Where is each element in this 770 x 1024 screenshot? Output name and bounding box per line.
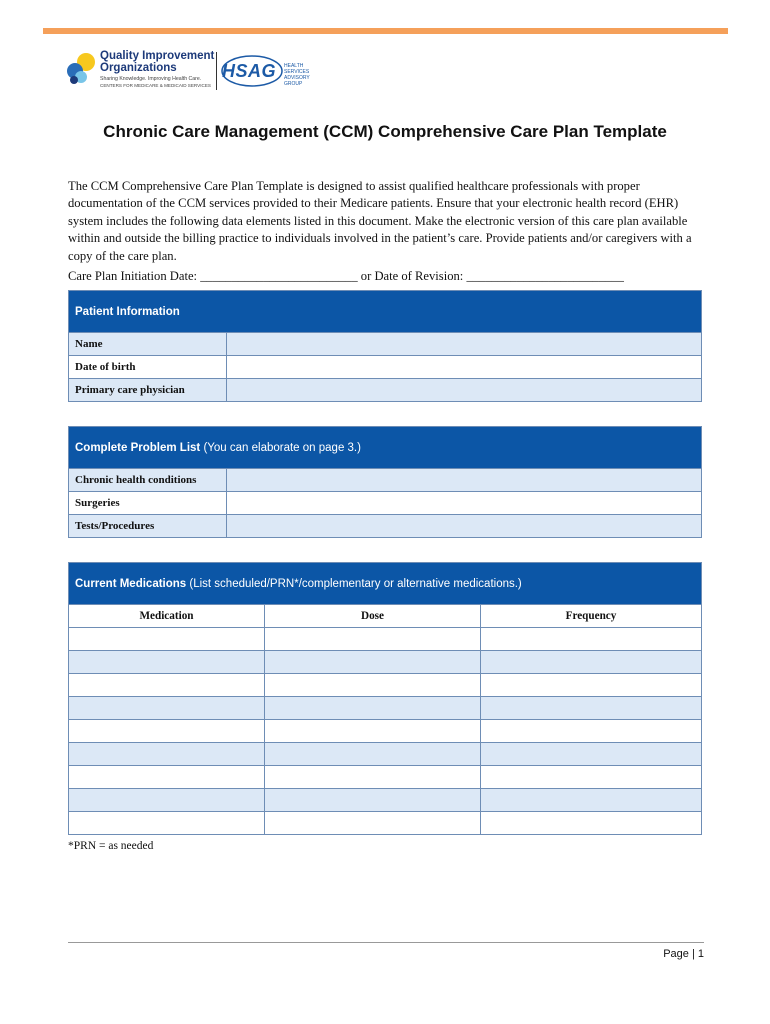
column-header-frequency: Frequency [481,605,702,628]
footer-divider [68,942,704,943]
medication-cell[interactable] [69,697,265,720]
date-line [68,268,704,285]
patient-info-heading: Patient Information [69,291,702,333]
date-of-birth-field[interactable] [227,356,702,379]
table-row [69,492,702,515]
initiation-date-field[interactable]: _________________________ [200,269,358,283]
medication-cell[interactable] [69,812,265,835]
medication-cell[interactable] [69,628,265,651]
column-header-medication: Medication [69,605,265,628]
table-row [69,743,702,766]
dose-cell[interactable] [265,628,481,651]
medications-table [68,562,702,835]
frequency-cell[interactable] [481,789,702,812]
dose-cell[interactable] [265,789,481,812]
medications-body [69,628,702,835]
qio-cms: CENTERS FOR MEDICARE & MEDICAID SERVICES [100,83,211,88]
chronic-conditions-field[interactable] [227,469,702,492]
primary-care-physician-field[interactable] [227,379,702,402]
dose-cell[interactable] [265,651,481,674]
hsag-tagline: HEALTH SERVICES ADVISORY GROUP [284,63,310,87]
prn-footnote: *PRN = as needed [68,840,154,852]
frequency-cell[interactable] [481,743,702,766]
qio-tagline: Sharing Knowledge. Improving Health Care. [100,76,202,82]
column-header-dose: Dose [265,605,481,628]
dose-cell[interactable] [265,720,481,743]
problem-list-heading: Complete Problem List (You can elaborate on page 3.) [69,427,702,469]
qio-title: Quality Improvement Organizations [100,50,215,74]
table-row [69,379,702,402]
dose-cell[interactable] [265,743,481,766]
medication-cell[interactable] [69,720,265,743]
name-field[interactable] [227,333,702,356]
row-label: Tests/Procedures [69,515,227,538]
table-row [69,720,702,743]
frequency-cell[interactable] [481,674,702,697]
intro-paragraph: The CCM Comprehensive Care Plan Template is designed to assist qualified healthcare professionals with proper documentation of the CCM services provided to their Medicare patients. Ensure that your electronic health record (EHR) system includes the following data elements listed in this document. Make the electronic version of this care plan available within and outside the billing practice to individuals involved in the patient’s care. Provide patients and/or caregivers with a copy of the care plan. [68,179,692,263]
frequency-cell[interactable] [481,812,702,835]
page-title: Chronic Care Management (CCM) Comprehensive Care Plan Template [103,122,667,141]
table-row [69,356,702,379]
medication-cell[interactable] [69,766,265,789]
hsag-logo [220,52,325,90]
frequency-cell[interactable] [481,720,702,743]
table-row [69,469,702,492]
problem-list-note: (You can elaborate on page 3.) [203,441,361,454]
medication-cell[interactable] [69,743,265,766]
table-row [69,333,702,356]
tests-procedures-field[interactable] [227,515,702,538]
initiation-date-label: Care Plan Initiation Date: [68,269,198,283]
patient-info-table [68,290,702,402]
table-row [69,789,702,812]
revision-date-field[interactable]: _________________________ [466,269,624,283]
row-label: Chronic health conditions [69,469,227,492]
qio-logo [66,50,216,94]
or-text: or [360,269,372,283]
table-row [69,697,702,720]
frequency-cell[interactable] [481,628,702,651]
table-row [69,812,702,835]
frequency-cell[interactable] [481,651,702,674]
dose-cell[interactable] [265,697,481,720]
table-row [69,628,702,651]
page-number: Page | 1 [663,948,704,960]
medications-heading: Current Medications (List scheduled/PRN*/complementary or alternative medications.) [69,563,702,605]
medications-column-headers [69,605,702,628]
dose-cell[interactable] [265,766,481,789]
frequency-cell[interactable] [481,766,702,789]
top-accent-bar [43,28,728,34]
dose-cell[interactable] [265,812,481,835]
table-row [69,651,702,674]
medications-note: (List scheduled/PRN*/complementary or alternative medications.) [189,577,522,590]
dose-cell[interactable] [265,674,481,697]
medication-cell[interactable] [69,674,265,697]
table-row [69,515,702,538]
surgeries-field[interactable] [227,492,702,515]
row-label: Date of birth [69,356,227,379]
medication-cell[interactable] [69,651,265,674]
medication-cell[interactable] [69,789,265,812]
table-row [69,766,702,789]
revision-date-label: Date of Revision: [374,269,464,283]
row-label: Primary care physician [69,379,227,402]
row-label: Surgeries [69,492,227,515]
table-row [69,674,702,697]
problem-list-table [68,426,702,538]
hsag-name: HSAG [222,61,277,81]
frequency-cell[interactable] [481,697,702,720]
row-label: Name [69,333,227,356]
logo-divider [216,52,217,90]
